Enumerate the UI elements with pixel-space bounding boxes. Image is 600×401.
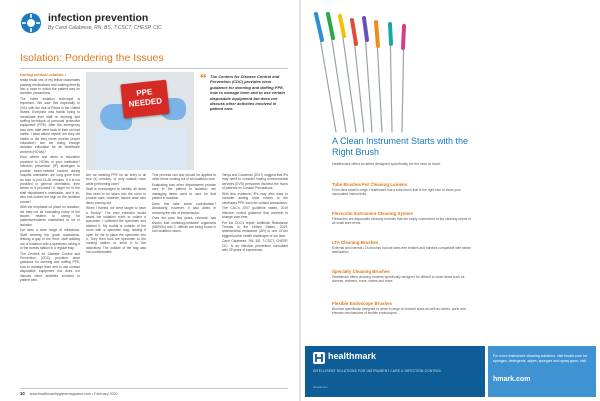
- paragraph: Staff is encouraged to identify all items that need to be taken into the room to provide care; however, issues arise with items coming out.: [86, 187, 146, 205]
- ad-section-heading: Flexible Endoscope Brushes: [332, 301, 393, 306]
- paragraph: Per the CDC's report, Antibiotic Resistance Threats in the United States, 2019, antimicrobial resistance (AR) is one of the biggest public health challenges of our time.: [222, 220, 288, 238]
- paragraph: Evaluating how other departments provide care to the patient in isolation: are managing items used to care for that patient in isolation.: [152, 183, 216, 201]
- footer-text: www.healthcarehygienemagazine.com • February 2020: [29, 392, 118, 396]
- healthmark-wordmark: healthmark: [328, 351, 377, 361]
- article-title: Isolation: Pondering the Issues: [20, 52, 164, 64]
- paragraph: The CDC's 2007 guideline states, 2019 infection control guidance that continue to change over time.: [222, 206, 288, 220]
- paragraph: Are we wearing PPE for an entry to all four (4) minutes, or only outside room while performing care?: [86, 173, 146, 186]
- ad-section-body: From ultra small to large, Healthmark has a tube brush that is the right size to clean your cannulated instruments.: [332, 188, 461, 197]
- healthmark-logo-icon: [313, 352, 325, 364]
- ad-section-lta-brushes: [332, 240, 472, 255]
- paragraph: How, where and when is education provided to HCWs in your institution? Infection prevention (IP) strategies to provide much-needed content during hospital orientation are long gone from an hour to just 15-30 minutes. If it is not provided in general orientation, then where is it provided? It might be in the staff department's orientation, and if so, who has looked the sign on the isolation rooms?: [20, 155, 80, 204]
- paragraph: Does this take some coordination? Absolutely; however, it also aides in reducing the risk of transmission.: [152, 201, 216, 215]
- paragraph: This process can and should be applied to other items coming out of an isolation room.: [152, 173, 216, 182]
- healthmark-contact[interactable]: hmark.com: [313, 385, 328, 389]
- ad-section-body: External and internal LTA brushes include latex-free bristles and handles compatible with steam sterilization.: [332, 246, 471, 255]
- paragraph: I've seen a wide range of infractions. Staff wearing the gown backwards, leaving a gap in the front; staff walking out of isolation with a specimen, taking it to the nurses station in a regular bag.: [20, 228, 80, 250]
- paragraph: The entire isolation technique is important. We saw this especially in 2014 with the risk of Ebola in the United States. Everyone was frantic trying to reevaluate their staff on donning and doffing technique of personal protective equipment (PPE). After the emergency was over, staff went back to their old bad habits. I have asked myself, are they old habits or did they never receive proper education? Are we doing enough isolation education for all healthcare workers (HCWs)?: [20, 97, 80, 154]
- healthmark-tagline: INTELLIGENT SOLUTIONS FOR INSTRUMENT CARE & INFECTION CONTROL: [313, 369, 442, 373]
- article-column-3: [152, 173, 216, 387]
- intro-heading: During clinical rotation I: [20, 72, 66, 77]
- ad-intro: Healthmark offers brushes designed specifically for the task at hand.: [332, 162, 441, 166]
- paragraph: The Centers for Disease Control and Prevention (CDC) provides clear guidance for donning and doffing PPE, how to manage linen and to use contact disposable equipment but does not discuss other activities involved in patient care.: [20, 251, 80, 282]
- column-brand-title: infection prevention: [48, 12, 149, 24]
- article-column-2: [86, 173, 146, 387]
- ad-section-endoscope-brushes: [332, 301, 472, 316]
- ad-section-body: Brushes specifically designed to clean a range of channel sizes as well as valves, ports and elevator mechanisms of flexible endoscopes.: [332, 307, 466, 316]
- page-number: 10: [20, 391, 25, 396]
- title-divider: [20, 68, 288, 69]
- ad-section-heading: Flexscrim Instrument Cleaning System: [332, 211, 414, 216]
- ad-section-tube-brushes: [332, 182, 472, 197]
- ad-section-body: Flexscrims are disposable cleaning brushes that are easily customized to the cleaning needs of all small bore items.: [332, 217, 471, 226]
- paragraph: Tanya and Goodman (2017) suggest that IPs may need to consider having environmental services (EVS) personnel disinfect the floors of patients on Contact Precautions.: [222, 173, 288, 191]
- author-byline: By Carol Calabrese, RN, BS, T-CSCT, CHESP, CIC: [48, 25, 162, 31]
- quote-mark-icon: “: [200, 70, 207, 85]
- ppe-gown-shape: [96, 128, 186, 170]
- cta-url-link[interactable]: hmark.com: [493, 376, 531, 383]
- pull-quote: The Centers for Disease Control and Prevention (CDC) provides clear guidance for donning and doffing PPE, how to manage linen and to use certain disposable equipment but does not discuss other activities involved in patient care.: [210, 74, 285, 112]
- ad-headline: A Clean Instrument Starts with the Right Brush: [332, 136, 469, 157]
- ad-section-heading: Specialty Cleaning Brushes: [332, 269, 390, 274]
- footer-divider: [20, 388, 288, 389]
- ad-section-heading: LTA Cleaning Brushes: [332, 240, 379, 245]
- paragraph: really recall one of my fellow classmates passing medications and walking directly into a room in which the patient was on isolation precautions.: [20, 78, 80, 96]
- paragraph: Over the past few years, research has shown that multidrug-resistant organisms (MDROs) and C. difficile are being found in non-isolation rooms.: [152, 216, 216, 234]
- ad-section-specialty-brushes: [332, 269, 472, 284]
- paragraph: With this evidence, IPs may also want to consider adding shoe covers to the necessary PPE worn for contact precautions.: [222, 191, 288, 205]
- infection-prevention-logo-icon: [20, 12, 42, 34]
- page-footer: [20, 391, 118, 396]
- paragraph: With the emphasis on place on isolation, we may not be evaluating many of the issues related to caring for patients/residents maintained to be in isolation.: [20, 205, 80, 227]
- ad-section-flexscrim: [332, 211, 472, 226]
- ad-section-body: Healthmark offers cleaning brushes specifically designed for difficult to clean items such as sleeves, reamers, burrs, valves and more.: [332, 275, 465, 284]
- article-column-4: [222, 173, 288, 387]
- paragraph: When I trained, we were taught to have a "buddy." The med educator would assist the isolation room to collect a specimen. I collected the specimen and labeled it. My buddy is outside of the room with a specimen bag, holding it open for me to place the specimen into it. They then took the specimen to the nursing station to send it to the laboratory. The outside of the bag was not contaminated.: [86, 206, 146, 255]
- page-gutter: [299, 0, 301, 401]
- cta-text: For more instrument cleaning solutions, visit hmark.com for sponges, detergents, wipes, sponges and spray guns, visit: [493, 354, 588, 363]
- sign-line-1: PPE: [135, 87, 153, 98]
- sign-line-2: NEEDED: [128, 96, 163, 109]
- article-column-1: [20, 72, 80, 387]
- ad-section-heading: Tube Brushes For Cleaning Lumens: [332, 182, 408, 187]
- cleaning-brushes-image: [306, 10, 418, 135]
- author-bio: Carol Calabrese, RN, BS, T-CSCT, CHESP, CIC, is an infection prevention consultant with 39 years of experience.: [222, 239, 288, 253]
- ppe-needed-sign: [120, 80, 169, 119]
